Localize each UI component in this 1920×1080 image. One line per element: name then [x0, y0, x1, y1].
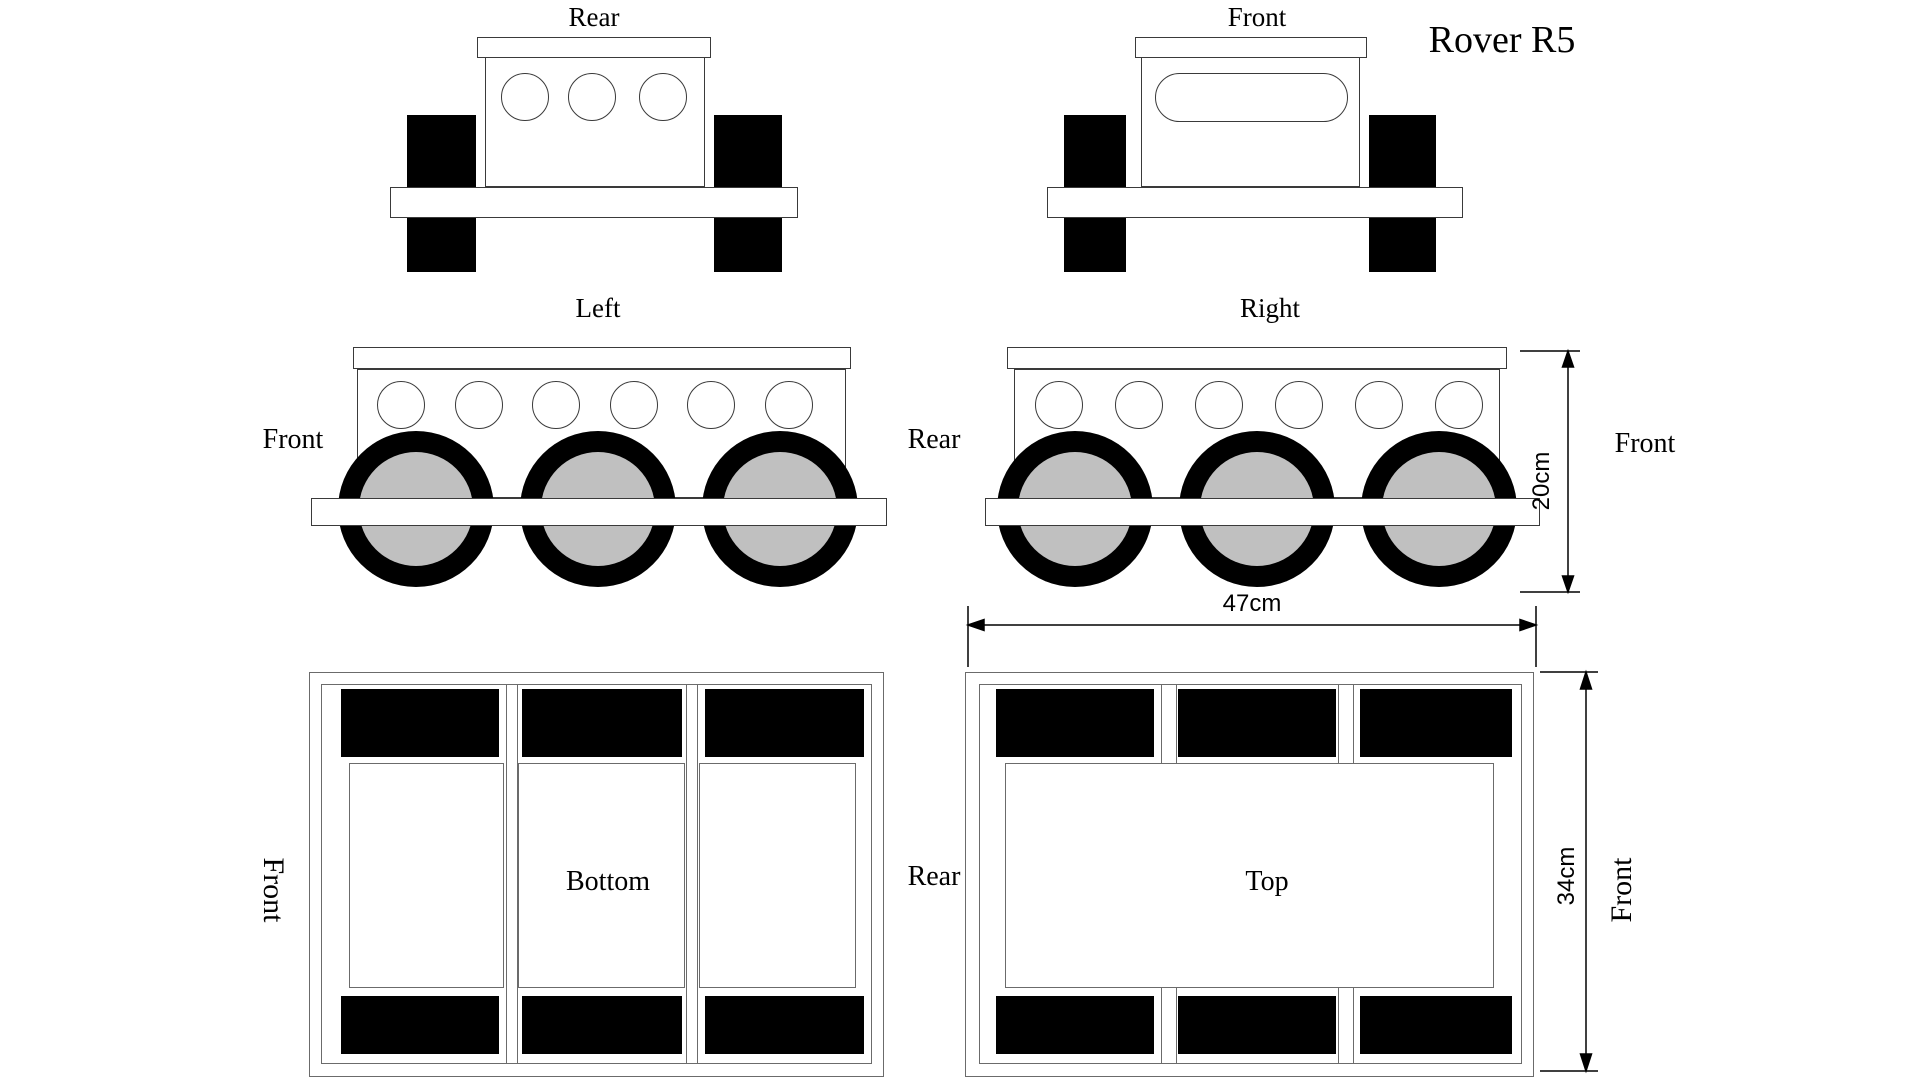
left-view-label: Left — [575, 293, 621, 323]
dim-20cm-arrow-up — [1563, 351, 1574, 367]
front-view-label: Front — [1227, 2, 1287, 32]
dim-20cm-label: 20cm — [1528, 451, 1555, 511]
dim-47cm-label: 47cm — [1222, 590, 1282, 617]
right-view-label: Right — [1239, 293, 1300, 323]
bottom-view-front-label: Front — [257, 857, 290, 923]
left-view-front-label: Front — [262, 424, 324, 455]
dim-47cm-arrow-right — [1520, 620, 1536, 631]
top-view-label: Top — [1245, 866, 1289, 897]
right-view-front-label: Front — [1614, 428, 1676, 459]
dim-34cm-arrow-up — [1581, 672, 1592, 689]
dim-34cm-arrow-down — [1581, 1054, 1592, 1071]
top-view-front-label: Front — [1605, 857, 1638, 923]
rear-view-label: Rear — [568, 2, 620, 32]
dim-34cm-label: 34cm — [1553, 846, 1580, 906]
dim-47cm-arrow-left — [968, 620, 984, 631]
page-title: Rover R5 — [1428, 19, 1576, 61]
left-view-rear-label: Rear — [907, 424, 961, 455]
dim-20cm-arrow-down — [1563, 576, 1574, 592]
bottom-view-label: Bottom — [565, 866, 650, 897]
bottom-view-rear-label: Rear — [907, 861, 961, 892]
